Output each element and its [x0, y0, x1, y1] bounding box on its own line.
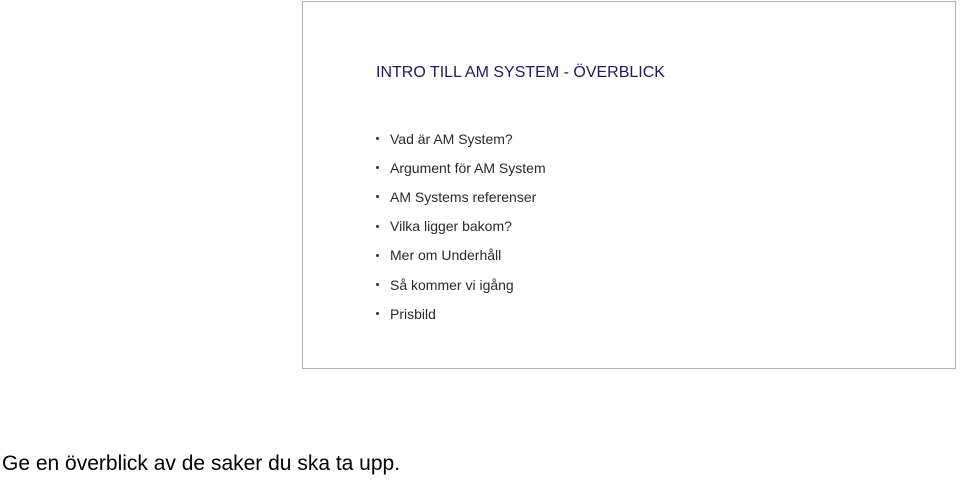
- list-item: [376, 182, 546, 211]
- slide-canvas[interactable]: [302, 1, 956, 369]
- bullet-label: Vad är AM System?: [390, 130, 513, 147]
- bullet-dot-icon: [376, 195, 379, 198]
- bullet-label: Prisbild: [390, 305, 436, 322]
- bullet-label: AM Systems referenser: [390, 188, 537, 205]
- bullet-list: [376, 124, 546, 328]
- bullet-dot-icon: [376, 283, 379, 286]
- list-item: [376, 299, 546, 328]
- bullet-label: Vilka ligger bakom?: [390, 218, 512, 235]
- bullet-dot-icon: [376, 254, 379, 257]
- list-item: [376, 153, 546, 182]
- list-item: [376, 124, 546, 153]
- list-item: [376, 270, 546, 299]
- bullet-dot-icon: [376, 312, 379, 315]
- list-item: [376, 212, 546, 241]
- bullet-label: Mer om Underhåll: [390, 247, 502, 264]
- slide-title: INTRO TILL AM SYSTEM - ÖVERBLICK: [376, 64, 665, 81]
- bullet-dot-icon: [376, 225, 379, 228]
- list-item: [376, 241, 546, 270]
- bullet-label: Så kommer vi igång: [390, 276, 514, 293]
- bullet-dot-icon: [376, 166, 379, 169]
- speaker-notes-caption: Ge en överblick av de saker du ska ta upp.: [2, 452, 401, 475]
- bullet-dot-icon: [376, 137, 379, 140]
- bullet-label: Argument för AM System: [390, 159, 546, 176]
